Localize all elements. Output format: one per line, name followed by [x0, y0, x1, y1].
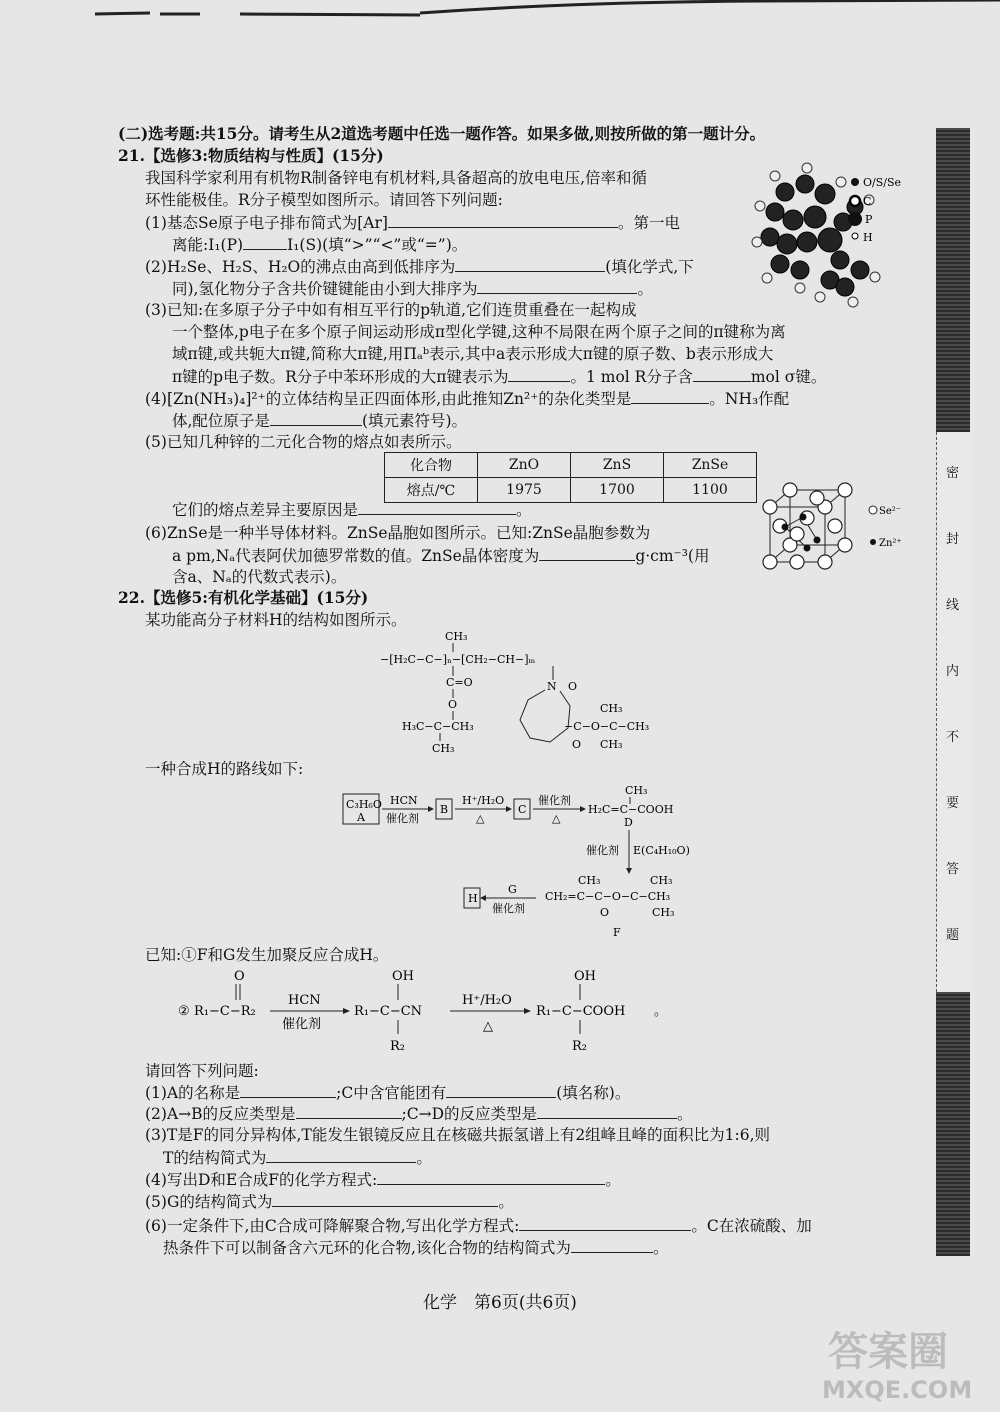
svg-text:催化剂: 催化剂: [386, 812, 419, 825]
svg-text:A: A: [357, 811, 365, 824]
q21-part6-line1: (6)ZnSe是一种半导体材料。ZnSe晶胞如图所示。已知:ZnSe晶胞参数为: [145, 524, 651, 542]
q21-part4-line2: 体,配位原子是 (填元素符号)。: [172, 409, 467, 432]
svg-text:CH₃: CH₃: [578, 874, 601, 887]
answer-blank[interactable]: [539, 544, 635, 561]
seal-char: 密: [946, 466, 960, 481]
svg-text:②: ②: [178, 1004, 190, 1019]
svg-text:催化剂: 催化剂: [282, 1017, 322, 1032]
q21-part6-line3: 含a、Nₐ的代数式表示)。: [172, 568, 347, 586]
table-cell: 1975: [478, 478, 571, 503]
q21-part3-line1: (3)已知:在多原子分子中如有相互平行的p轨道,它们连贯重叠在一起构成: [145, 301, 637, 319]
q22-intro: 某功能高分子材料H的结构如图所示。: [145, 611, 407, 629]
answer-blank[interactable]: [477, 277, 637, 294]
seal-char: 不: [946, 730, 960, 745]
table-header: ZnO: [478, 453, 571, 478]
svg-text:CH₃: CH₃: [652, 906, 675, 919]
svg-text:−C−O−C−CH₃: −C−O−C−CH₃: [564, 720, 650, 733]
q21-part2-line2: 同),氢化物分子含共价键键能由小到大排序为 。: [172, 277, 653, 300]
svg-text:O: O: [600, 906, 610, 919]
q21-part4-line1: (4)[Zn(NH₃)₄]²⁺的立体结构呈正四面体形,由此推知Zn²⁺的杂化类型是 。NH₃作配: [145, 387, 789, 410]
q21-title: 21.【选修3:物质结构与性质】(15分): [118, 146, 384, 165]
known-reaction-2: [178, 962, 698, 1060]
q21-intro-1: 我国科学家利用有机物R制备锌电有机材料,具备超高的放电电压,倍率和循: [145, 169, 648, 187]
svg-text:OH: OH: [392, 969, 414, 984]
svg-text:催化剂: 催化剂: [586, 844, 619, 857]
q21-part3-line3: 域π键,或共轭大π键,简称大π键,用Πₐᵇ表示,其中a表示形成大π键的原子数、b表示形成大: [172, 345, 774, 363]
seal-char: 线: [946, 598, 960, 613]
q22-known-1: 已知:①F和G发生加聚反应合成H。: [145, 946, 389, 964]
molecule-r-model: [745, 162, 925, 312]
svg-text:C=O: C=O: [446, 676, 473, 689]
answer-blank[interactable]: [296, 1102, 402, 1119]
svg-text:R₁−C−R₂: R₁−C−R₂: [194, 1004, 256, 1019]
section-header: (二)选考题:共15分。请考生从2道选考题中任选一题作答。如果多做,则按所做的第一题计分。: [118, 124, 766, 143]
svg-text:O: O: [568, 680, 578, 693]
svg-text:O: O: [572, 738, 582, 751]
svg-text:。: 。: [654, 1004, 668, 1019]
svg-text:O: O: [448, 698, 458, 711]
scan-border-top: [0, 0, 1000, 30]
svg-text:H⁺/H₂O: H⁺/H₂O: [462, 794, 505, 807]
svg-text:R₂: R₂: [390, 1039, 405, 1054]
q22-title: 22.【选修5:有机化学基础】(15分): [118, 588, 369, 607]
q22-q6-line1: (6)一定条件下,由C合成可降解聚合物,写出化学方程式: 。C在浓硫酸、加: [145, 1214, 812, 1237]
seal-char: 答: [946, 862, 960, 877]
svg-text:△: △: [483, 1019, 493, 1034]
svg-text:CH₃: CH₃: [650, 874, 673, 887]
svg-text:CH₂=C−C−O−C−CH₃: CH₂=C−C−O−C−CH₃: [545, 890, 671, 903]
svg-text:HCN: HCN: [390, 794, 418, 807]
q22-q6-line2: 热条件下可以制备含六元环的化合物,该化合物的结构简式为 。: [163, 1236, 668, 1259]
svg-text:C₃H₆O: C₃H₆O: [346, 798, 382, 811]
svg-text:R₂: R₂: [572, 1039, 587, 1054]
table-row-label: 熔点/℃: [385, 478, 478, 503]
q21-part5-line1: (5)已知几种锌的二元化合物的熔点如表所示。: [145, 433, 462, 451]
answer-blank[interactable]: [508, 365, 570, 382]
seal-sidebar-middle: [936, 432, 971, 992]
table-cell: 1700: [571, 478, 664, 503]
svg-text:△: △: [476, 812, 485, 825]
svg-text:H⁺/H₂O: H⁺/H₂O: [462, 993, 512, 1008]
svg-text:H₂C=C−COOH: H₂C=C−COOH: [588, 803, 674, 816]
svg-text:Zn²⁺: Zn²⁺: [879, 538, 902, 549]
svg-text:催化剂: 催化剂: [492, 902, 525, 915]
q22-q2: (2)A→B的反应类型是 ;C→D的反应类型是 。: [145, 1102, 693, 1125]
answer-blank[interactable]: [240, 1081, 336, 1098]
answer-blank[interactable]: [455, 255, 605, 272]
svg-text:CH₃: CH₃: [445, 630, 468, 643]
answer-blank[interactable]: [631, 387, 709, 404]
q21-part6-line2: a pm,Nₐ代表阿伏加德罗常数的值。ZnSe晶体密度为 g·cm⁻³(用: [172, 544, 709, 567]
svg-text:C: C: [518, 803, 527, 816]
polymer-h-structure: [380, 628, 680, 756]
svg-text:D: D: [624, 816, 633, 829]
q22-q3-line2: T的结构简式为 。: [163, 1146, 432, 1169]
svg-text:Se²⁻: Se²⁻: [879, 506, 902, 517]
svg-text:N: N: [547, 680, 557, 693]
answer-blank[interactable]: [571, 1236, 653, 1253]
svg-text:△: △: [552, 812, 561, 825]
svg-text:H: H: [468, 892, 478, 905]
svg-text:催化剂: 催化剂: [538, 794, 571, 807]
synthesis-route: [340, 780, 700, 940]
svg-text:CH₃: CH₃: [600, 702, 623, 715]
svg-text:HCN: HCN: [288, 993, 321, 1008]
q21-part1-line2: 离能:I₁(P) I₁(S)(填“>”“<”或“=”)。: [172, 233, 467, 256]
svg-text:CH₃: CH₃: [625, 784, 648, 797]
q22-q4: (4)写出D和E合成F的化学方程式: 。: [145, 1168, 621, 1191]
q22-q5: (5)G的结构简式为 。: [145, 1190, 514, 1213]
seal-char: 封: [946, 532, 960, 547]
q22-route-intro: 一种合成H的路线如下:: [145, 760, 304, 778]
answer-blank[interactable]: [519, 1214, 691, 1231]
q21-part5-line2: 它们的熔点差异主要原因是 。: [172, 498, 532, 521]
watermark-logo: 答案圈: [828, 1329, 948, 1375]
svg-text:OH: OH: [574, 969, 596, 984]
q22-q3-line1: (3)T是F的同分异构体,T能发生银镜反应且在核磁共振氢谱上有2组峰且峰的面积比为1:6,则: [145, 1126, 771, 1144]
page-footer: 化学 第6页(共6页): [423, 1293, 577, 1313]
answer-blank[interactable]: [446, 1081, 556, 1098]
znse-unit-cell: [745, 482, 925, 582]
answer-blank[interactable]: [388, 211, 618, 228]
svg-text:B: B: [440, 803, 449, 816]
svg-text:E(C₄H₁₀O): E(C₄H₁₀O): [633, 844, 690, 857]
answer-blank[interactable]: [270, 409, 362, 426]
cell-legend: [869, 506, 902, 549]
table-header: ZnS: [571, 453, 664, 478]
q21-intro-2: 环性能极佳。R分子模型如图所示。请回答下列问题:: [145, 191, 503, 209]
svg-text:P: P: [865, 213, 873, 226]
q21-part3-line2: 一个整体,p电子在多个原子间运动形成π型化学键,这种不局限在两个原子之间的π键称为离: [172, 323, 786, 341]
answer-blank[interactable]: [272, 1190, 498, 1207]
answer-blank[interactable]: [377, 1168, 605, 1185]
melting-point-table: [384, 452, 757, 503]
svg-text:R₁−C−COOH: R₁−C−COOH: [536, 1004, 626, 1019]
svg-text:O/S/Se: O/S/Se: [863, 176, 902, 189]
answer-blank[interactable]: [243, 233, 287, 250]
table-header: 化合物: [385, 453, 478, 478]
svg-text:CH₃: CH₃: [600, 738, 623, 751]
table-header: ZnSe: [664, 453, 757, 478]
svg-text:F: F: [613, 926, 621, 939]
answer-blank[interactable]: [693, 365, 751, 382]
answer-blank[interactable]: [537, 1102, 677, 1119]
seal-char: 内: [946, 664, 960, 679]
q21-part1-line1: (1)基态Se原子电子排布简式为[Ar] 。第一电: [145, 211, 680, 234]
svg-text:G: G: [508, 883, 517, 896]
svg-text:O: O: [234, 969, 245, 984]
q21-part3-line4: π键的p电子数。R分子中苯环形成的大π键表示为 。1 mol R分子含 mol σ键。: [172, 365, 826, 388]
q22-ask: 请回答下列问题:: [145, 1062, 259, 1080]
answer-blank[interactable]: [266, 1146, 416, 1163]
svg-text:−[H₂C−C−]ₙ−[CH₂−CH−]ₘ: −[H₂C−C−]ₙ−[CH₂−CH−]ₘ: [380, 653, 536, 666]
q21-part2-line1: (2)H₂Se、H₂S、H₂O的沸点由高到低排序为 (填化学式,下: [145, 255, 694, 278]
table-cell: 1100: [664, 478, 757, 503]
q22-q1: (1)A的名称是 ;C中含官能团有 (填名称)。: [145, 1081, 630, 1104]
svg-text:C: C: [863, 195, 872, 208]
watermark-url: MXQE.COM: [822, 1376, 973, 1404]
svg-text:CH₃: CH₃: [432, 742, 455, 755]
seal-char: 要: [946, 796, 960, 811]
svg-text:H₃C−C−CH₃: H₃C−C−CH₃: [402, 720, 474, 733]
seal-char: 题: [946, 928, 960, 943]
svg-text:H: H: [863, 231, 873, 244]
answer-blank[interactable]: [358, 498, 516, 515]
svg-text:R₁−C−CN: R₁−C−CN: [354, 1004, 423, 1019]
